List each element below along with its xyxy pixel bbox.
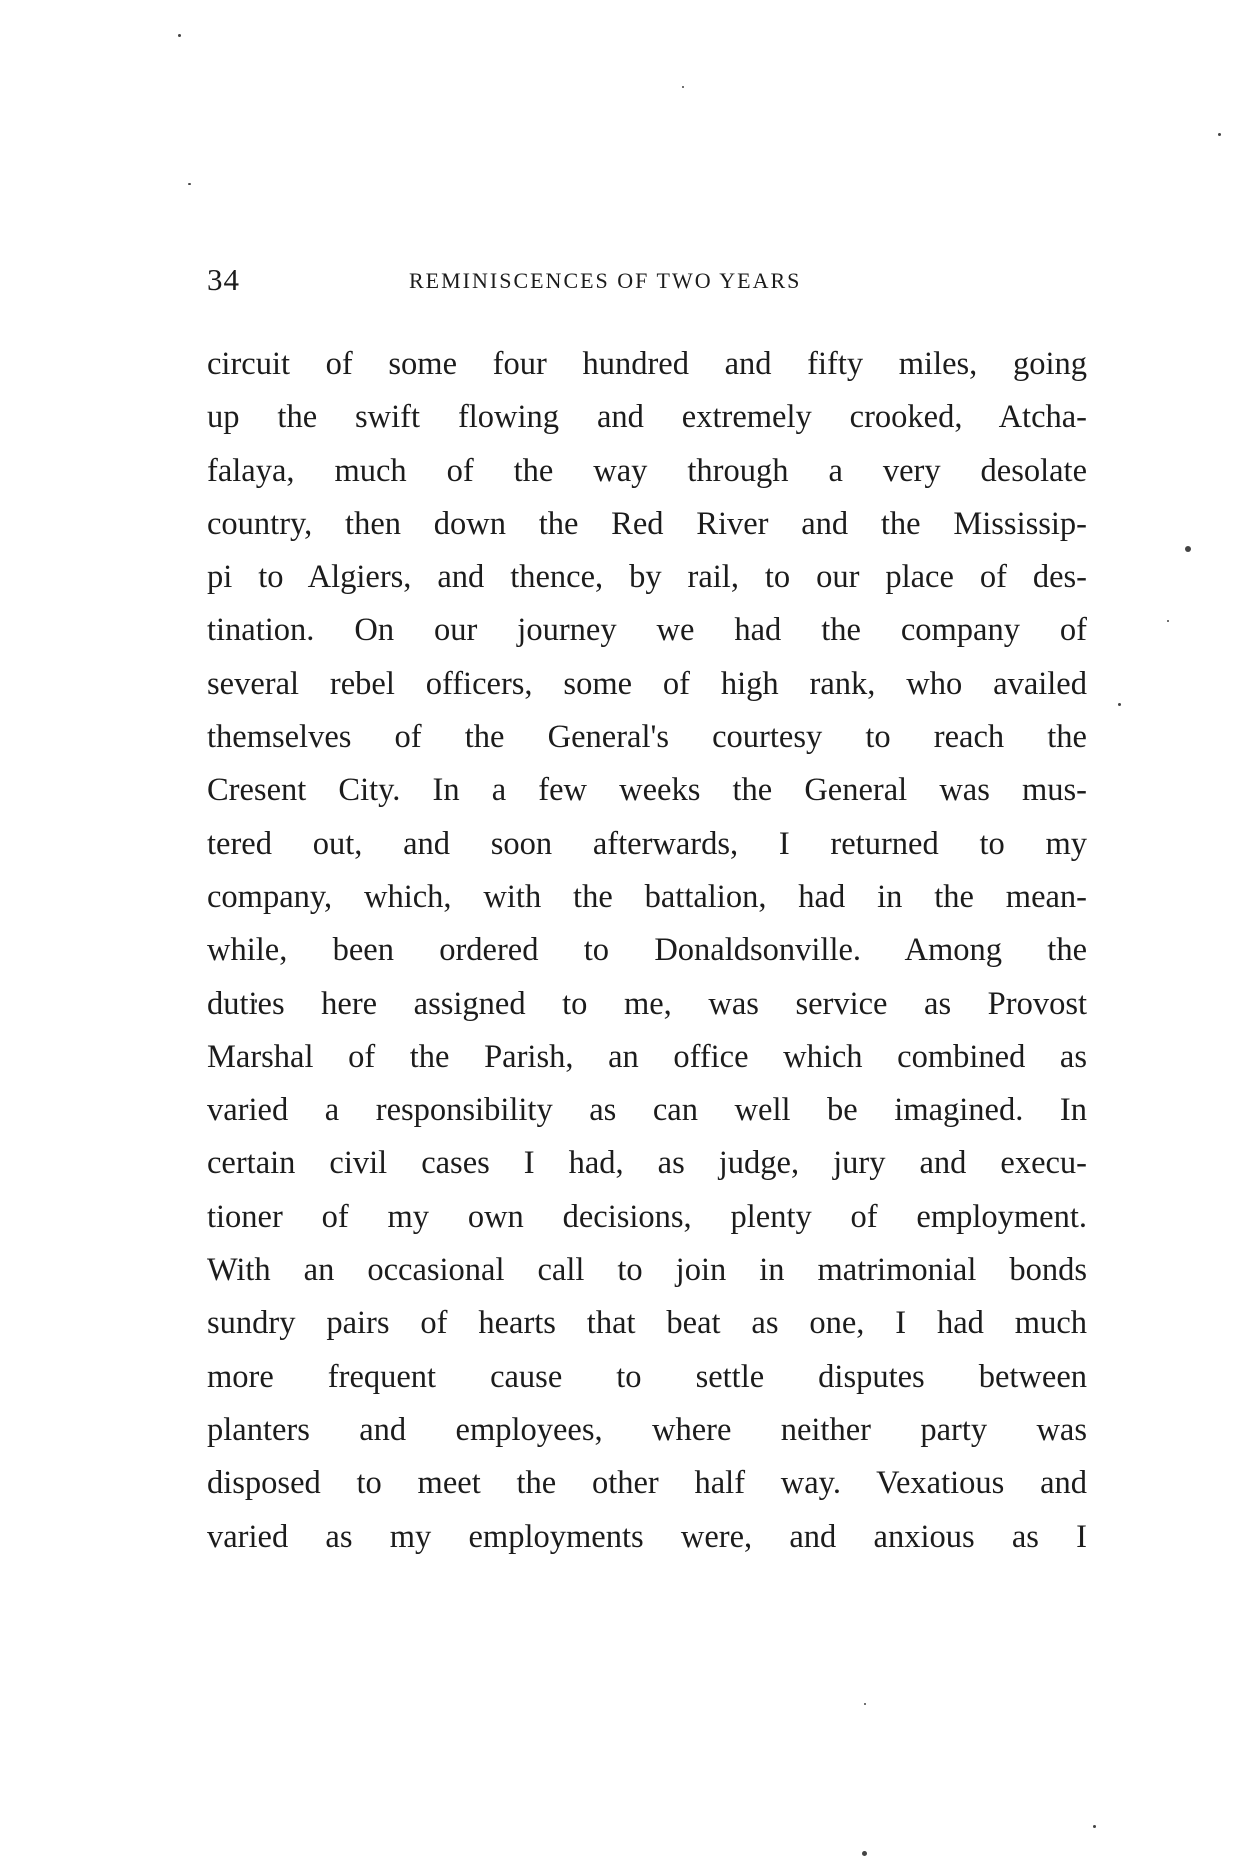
text-line: tered out, and soon afterwards, I returned to my bbox=[207, 825, 1087, 862]
scan-speck bbox=[862, 1851, 867, 1856]
scan-speck bbox=[178, 34, 181, 37]
running-head bbox=[207, 262, 1087, 302]
scan-speck bbox=[1218, 133, 1221, 136]
text-line: more frequent cause to settle disputes between bbox=[207, 1358, 1087, 1395]
text-line: tioner of my own decisions, plenty of employment. bbox=[207, 1198, 1087, 1235]
text-line: planters and employees, where neither party was bbox=[207, 1411, 1087, 1448]
text-line: company, which, with the battalion, had in the mean- bbox=[207, 878, 1087, 915]
scan-speck bbox=[1167, 620, 1169, 622]
scan-speck bbox=[188, 183, 191, 185]
text-line: varied as my employments were, and anxious as I bbox=[207, 1518, 1087, 1555]
text-line: pi to Algiers, and thence, by rail, to our place of des- bbox=[207, 559, 1087, 596]
text-line: Marshal of the Parish, an office which combined as bbox=[207, 1038, 1087, 1075]
scan-speck bbox=[1118, 703, 1121, 706]
text-line: tination. On our journey we had the company of bbox=[207, 612, 1087, 649]
running-title: REMINISCENCES OF TWO YEARS bbox=[409, 268, 802, 293]
scan-speck bbox=[682, 86, 684, 88]
text-line: country, then down the Red River and the Mississip- bbox=[207, 505, 1087, 542]
text-line: certain civil cases I had, as judge, jury and execu- bbox=[207, 1145, 1087, 1182]
text-line: up the swift flowing and extremely crooked, Atcha- bbox=[207, 399, 1087, 436]
text-line: while, been ordered to Donaldsonville. Among the bbox=[207, 932, 1087, 969]
text-line: duties here assigned to me, was service as Provost bbox=[207, 985, 1087, 1022]
text-line: disposed to meet the other half way. Vexatious and bbox=[207, 1465, 1087, 1502]
scan-speck bbox=[864, 1703, 866, 1705]
scan-speck bbox=[1185, 546, 1191, 552]
text-line: several rebel officers, some of high rank, who availed bbox=[207, 665, 1087, 702]
text-line: sundry pairs of hearts that beat as one, I had much bbox=[207, 1305, 1087, 1342]
text-line: With an occasional call to join in matrimonial bonds bbox=[207, 1252, 1087, 1289]
text-line: circuit of some four hundred and fifty miles, going bbox=[207, 346, 1087, 382]
page-number: 34 bbox=[207, 262, 240, 297]
text-line: falaya, much of the way through a very desolate bbox=[207, 452, 1087, 489]
text-line: themselves of the General's courtesy to reach the bbox=[207, 719, 1087, 756]
text-line: varied a responsibility as can well be imagined. In bbox=[207, 1092, 1087, 1129]
text-line: Cresent City. In a few weeks the General was mus- bbox=[207, 772, 1087, 809]
body-text bbox=[207, 338, 1087, 1564]
scan-speck bbox=[1093, 1825, 1096, 1828]
